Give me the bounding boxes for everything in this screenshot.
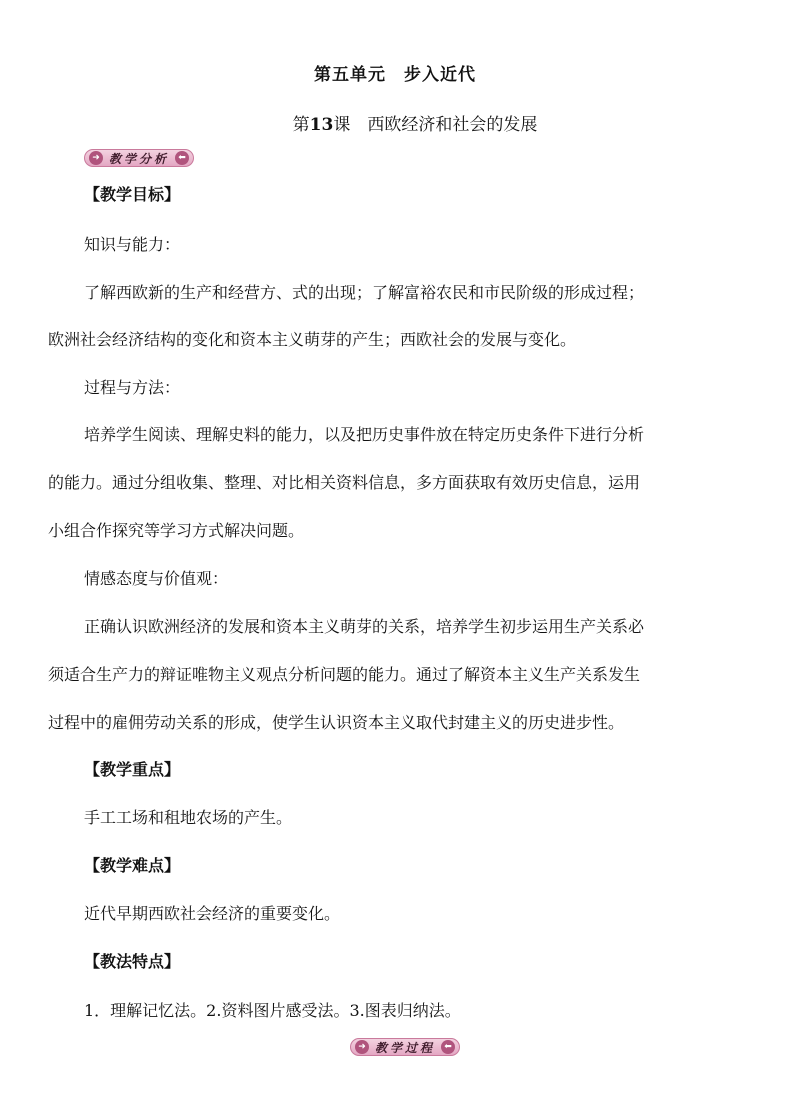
subheading-knowledge: 知识与能力： [84, 235, 181, 254]
arrow-right-icon: ➜ [89, 151, 103, 165]
attitude-text-line: 须适合生产力的辩证唯物主义观点分析问题的能力。通过了解资本主义生产关系发生 [48, 665, 641, 684]
attitude-text-line: 过程中的雇佣劳动关系的形成，使学生认识资本主义取代封建主义的历史进步性。 [48, 713, 625, 732]
banner-teaching-process [350, 1037, 460, 1057]
subheading-process: 过程与方法： [84, 378, 181, 397]
section-heading-difficult-points: 【教学难点】 [84, 856, 181, 875]
banner-teaching-analysis [84, 148, 194, 168]
lesson-title [0, 110, 790, 135]
arrow-right-icon: ➜ [355, 1040, 369, 1054]
methods-text: 1．理解记忆法。2.资料图片感受法。3.图表归纳法。 [84, 1001, 461, 1020]
key-points-text: 手工工场和租地农场的产生。 [84, 808, 293, 827]
banner-pill [350, 1038, 460, 1056]
section-heading-goals: 【教学目标】 [84, 185, 181, 204]
unit-title: 第五单元 步入近代 [314, 65, 476, 85]
arrow-left-icon: ⬅ [175, 151, 189, 165]
process-text-line: 的能力。通过分组收集、整理、对比相关资料信息，多方面获取有效历史信息，运用 [48, 473, 641, 492]
process-text-line: 培养学生阅读、理解史料的能力，以及把历史事件放在特定历史条件下进行分析 [84, 425, 645, 444]
knowledge-text-line: 了解西欧新的生产和经营方、式的出现；了解富裕农民和市民阶级的形成过程； [84, 283, 645, 302]
difficult-points-text: 近代早期西欧社会经济的重要变化。 [84, 904, 341, 923]
subheading-attitude: 情感态度与价值观： [84, 569, 229, 588]
lesson-suffix: 课 西欧经济和社会的发展 [333, 115, 538, 135]
attitude-text-line: 正确认识欧洲经济的发展和资本主义萌芽的关系，培养学生初步运用生产关系必 [84, 617, 645, 636]
banner-label: 教学分析 [109, 151, 170, 166]
section-heading-key-points: 【教学重点】 [84, 760, 181, 779]
arrow-left-icon: ⬅ [441, 1040, 455, 1054]
lesson-prefix: 第 [292, 115, 310, 135]
process-text-line: 小组合作探究等学习方式解决问题。 [48, 521, 305, 540]
banner-pill [84, 149, 194, 167]
lesson-number: 13 [309, 115, 334, 135]
banner-label: 教学过程 [375, 1040, 436, 1055]
knowledge-text-line: 欧洲社会经济结构的变化和资本主义萌芽的产生；西欧社会的发展与变化。 [48, 330, 577, 349]
section-heading-methods: 【教法特点】 [84, 952, 181, 971]
